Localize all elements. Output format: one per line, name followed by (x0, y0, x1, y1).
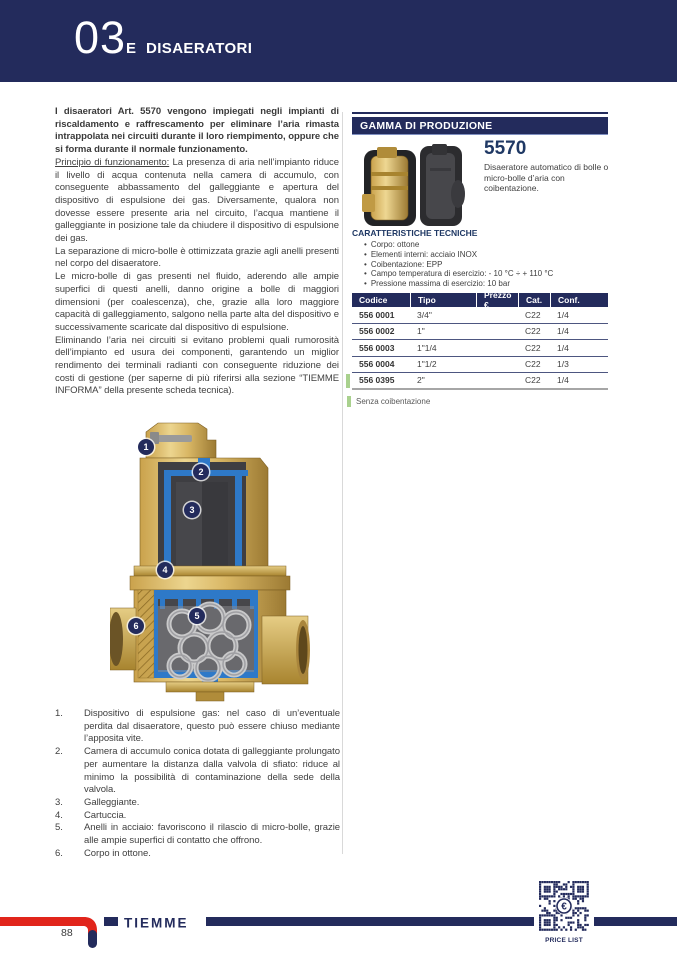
part-text: Galleggiante. (84, 796, 140, 808)
table-row (352, 307, 608, 324)
cell-tipo: 3/4" (417, 309, 432, 320)
parts-list-item (55, 822, 340, 847)
legend-green-marker (347, 396, 351, 407)
page-number: 88 (61, 927, 73, 939)
tech-spec-item: • Pressione massima di esercizio: 10 bar (364, 279, 553, 289)
column-divider (342, 112, 343, 854)
cell-cat: C22 (525, 309, 541, 320)
cell-cat: C22 (525, 342, 541, 353)
table-row (352, 340, 608, 357)
part-number: 6. (55, 847, 63, 859)
parts-list-item (55, 848, 340, 861)
part-text: Camera di accumulo conica dotata di galleggiante prolungato per aumentare la distanza dalla valvola di sfiato: riduce al minimo la possibilità di contaminazione della sede della valvola. (84, 746, 340, 796)
parts-list-item (55, 810, 340, 823)
cutaway-diagram (110, 418, 310, 703)
principle-text: La presenza di aria nell’impianto riduce il livello di acqua contenuta nella camera di accumulo, con conseguente abbassamento del galleggiante e apertura del dispositivo di espulsione dei gas. Diversamente, qualora non dovesse essere presente aria nel circuito, l’acqua mantiene il galleggiante in posizione tale da chiudere il dispositivo di espulsione dei gas. (55, 156, 339, 245)
tech-spec-item: • Elementi interni: acciaio INOX (364, 250, 553, 260)
cell-codice: 556 0003 (359, 342, 395, 353)
mid-step (130, 576, 290, 590)
cell-conf: 1/4 (557, 326, 569, 337)
footer-navy-bar (206, 917, 677, 926)
intro-principle-paragraph (55, 157, 339, 246)
legend-text: Senza coibentazione (356, 397, 431, 406)
logo-red-bar (0, 917, 84, 926)
part-text: Cartuccia. (84, 809, 127, 821)
cell-tipo: 1"1/4 (417, 342, 437, 353)
left-port (110, 608, 136, 670)
cell-codice: 556 0004 (359, 359, 395, 370)
cell-conf: 1/4 (557, 309, 569, 320)
qr-code (539, 881, 589, 931)
intro-paragraph-4: Eliminando l’aria nei circuiti si evitano problemi quali rumorosità dell’impianto ed usura dei componenti, garantendo un miglior rendimento dei terminali radianti con conseguente riduzione dei costi di gestione (per saperne di più riferirsi alla sezione “TIEMME INFORMA” della presente scheda tecnica). (55, 334, 339, 397)
intro-paragraph-3: Le micro-bolle di gas presenti nel fluido, aderendo alle ampie superfici di questi anelli, danno origine a bolle di maggiori dimensioni (per coalescenza), che, grazie alla loro maggiore capacità di galleggiamento, salgono nella parte alta del dispositivo e successivamente scaricate dal dispositivo di espulsione. (55, 271, 339, 333)
product-photos (362, 142, 466, 230)
qr-euro-symbol: € (561, 901, 567, 913)
cell-codice: 556 0001 (359, 309, 395, 320)
row-green-marker (346, 358, 350, 372)
table-row (352, 324, 608, 341)
cell-cat: C22 (525, 359, 541, 370)
part-number: 3. (55, 796, 63, 808)
diagram-callout: 5 (189, 608, 205, 624)
part-number: 5. (55, 822, 63, 834)
page-header (0, 0, 677, 82)
tech-spec-item: • Campo temperatura di esercizio: - 10 °C ÷ + 110 °C (364, 269, 553, 279)
product-code: 5570 (484, 138, 527, 159)
table-header-cell: Codice (359, 295, 388, 305)
float (176, 482, 228, 566)
diagram-callout: 3 (184, 502, 200, 518)
cell-conf: 1/4 (557, 375, 569, 386)
cut-hatch (138, 590, 154, 678)
vent-screw (154, 435, 192, 442)
part-number: 2. (55, 746, 63, 758)
table-header-row (352, 290, 608, 310)
tech-spec-item: • Coibentazione: EPP (364, 260, 553, 270)
section-number: 03 (74, 12, 127, 63)
row-green-marker (346, 308, 350, 322)
product-brass-with-shell (362, 147, 416, 226)
logo-navy-pipe (88, 930, 97, 948)
product-table (352, 290, 608, 390)
cell-codice: 556 0002 (359, 326, 395, 337)
qr-label: PRICE LIST (545, 937, 583, 944)
parts-list-item (55, 797, 340, 810)
diagram-callout: 6 (128, 618, 144, 634)
diagram-callout: 1 (138, 439, 154, 455)
row-green-marker (346, 325, 350, 339)
table-header-cell: Prezzo € (476, 293, 518, 307)
row-green-marker (346, 341, 350, 355)
table-row (352, 357, 608, 374)
tech-specs-title: CARATTERISTICHE TECNICHE (352, 228, 478, 238)
cell-conf: 1/3 (557, 359, 569, 370)
part-number: 1. (55, 708, 63, 719)
gamma-title: GAMMA DI PRODUZIONE (360, 119, 493, 132)
steel-rings (158, 604, 254, 680)
table-legend (347, 396, 430, 407)
cell-cat: C22 (525, 326, 541, 337)
product-epp-insulated (420, 144, 465, 226)
cell-codice: 556 0395 (359, 375, 395, 386)
tech-specs-list (364, 240, 553, 289)
part-number: 4. (55, 809, 63, 821)
gamma-top-rule (352, 112, 608, 114)
intro-lead-paragraph: I disaeratori Art. 5570 vengono impiegati negli impianti di riscaldamento e raffrescamento per eliminare l’aria rimasta intrappolata nei circuiti durante il loro riempimento, oppure che si forma durante il normale funzionamento. (55, 106, 339, 156)
cell-conf: 1/4 (557, 342, 569, 353)
cell-tipo: 1" (417, 326, 425, 337)
price-list-qr (534, 878, 594, 945)
tech-spec-item: • Corpo: ottone (364, 240, 553, 250)
brand-name: TIEMME (124, 915, 189, 931)
gamma-section-header (352, 117, 608, 135)
row-green-marker (346, 374, 350, 388)
intro-paragraph-2: La separazione di micro-bolle è ottimizzata grazie agli anelli presenti nel corpo del disaeratore. (55, 245, 339, 270)
part-text: Anelli in acciaio: favoriscono il rilascio di micro-bolle, grazie alle ampie superfici di contatto che offrono. (84, 822, 340, 847)
product-description: Disaeratore automatico di bolle o micro-bolle d’aria con coibentazione. (484, 162, 609, 194)
section-title: DISAERATORI (146, 40, 253, 57)
table-body (352, 307, 608, 390)
bottom-flange (166, 682, 254, 692)
cell-cat: C22 (525, 375, 541, 386)
diagram-callout: 4 (157, 562, 173, 578)
bottom-plug (196, 692, 224, 701)
cell-tipo: 1"1/2 (417, 359, 437, 370)
table-header-cell: Tipo (410, 293, 476, 307)
cell-tipo: 2" (417, 375, 425, 386)
right-port (262, 616, 310, 684)
deaerator-cutaway-illustration (110, 418, 310, 703)
part-text: Corpo in ottone. (84, 847, 151, 859)
parts-list-item (55, 708, 340, 746)
table-row (352, 373, 608, 390)
part-text: Dispositivo di espulsione gas: nel caso di un’eventuale perdita dal disaeratore, questo può essere chiuso mediante l’apposita vite. (84, 708, 340, 745)
principle-label: Principio di funzionamento: (55, 156, 170, 168)
table-header-cell: Conf. (550, 293, 608, 307)
logo-navy-bracket (104, 917, 118, 926)
parts-list (55, 708, 340, 860)
diagram-callout: 2 (193, 464, 209, 480)
intro-text (55, 106, 339, 398)
section-letter: E (126, 40, 137, 57)
parts-list-item (55, 746, 340, 797)
table-header-cell: Cat. (518, 293, 550, 307)
